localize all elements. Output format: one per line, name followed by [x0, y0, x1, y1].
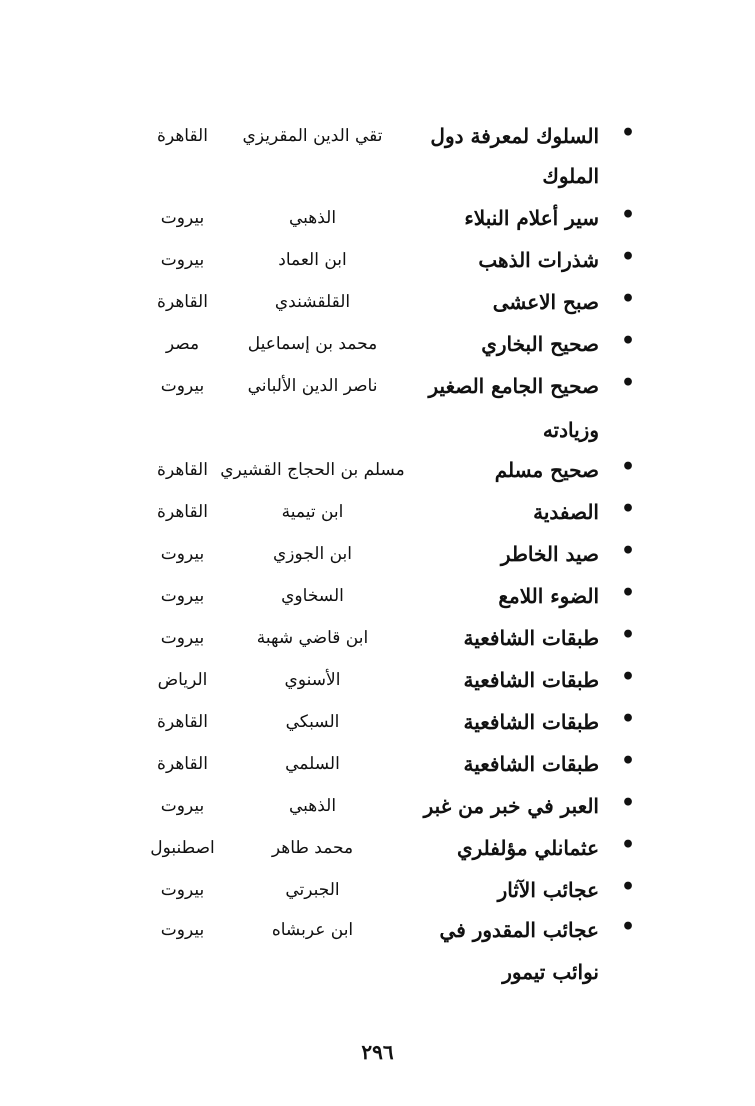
book-title: صحيح الجامع الصغير: [428, 374, 599, 398]
bullet: •: [620, 496, 635, 522]
book-title: عجائب المقدور في: [439, 918, 599, 942]
bullet: •: [620, 664, 635, 690]
publication-place: بيروت: [160, 208, 205, 228]
book-title: صحيح مسلم: [494, 458, 599, 482]
book-title: شذرات الذهب: [478, 248, 599, 272]
book-title: سير أعلام النبلاء: [464, 206, 599, 230]
book-title: الصفدية: [533, 500, 599, 524]
publication-place: اصطنبول: [150, 838, 215, 858]
publication-place: بيروت: [160, 376, 205, 396]
bullet: •: [620, 874, 635, 900]
bullet: •: [620, 120, 635, 146]
author-name: ابن عربشاه: [271, 920, 354, 940]
list-item: [0, 786, 755, 826]
book-title-continuation: وزيادته: [542, 418, 599, 442]
bullet: •: [620, 832, 635, 858]
publication-place: بيروت: [160, 544, 205, 564]
book-title: عجائب الآثار: [497, 878, 599, 902]
bullet: •: [620, 244, 635, 270]
author-name: ابن تيمية: [281, 502, 344, 522]
bullet: •: [620, 790, 635, 816]
bullet: •: [620, 328, 635, 354]
publication-place: القاهرة: [157, 712, 208, 732]
bullet: •: [620, 286, 635, 312]
author-name: السخاوي: [281, 586, 344, 606]
list-item: [0, 534, 755, 574]
author-name: السلمي: [285, 754, 340, 774]
book-title-continuation: نوائب تيمور: [502, 960, 599, 984]
list-item: [0, 324, 755, 364]
author-name: الذهبي: [288, 208, 337, 228]
publication-place: بيروت: [160, 920, 205, 940]
list-item: [0, 450, 755, 490]
list-item: [0, 198, 755, 238]
book-title: طبقات الشافعية: [463, 668, 599, 692]
publication-place: مصر: [165, 334, 200, 354]
list-item: [0, 702, 755, 742]
bullet: •: [620, 914, 635, 940]
bullet: •: [620, 538, 635, 564]
publication-place: الرياض: [157, 670, 208, 690]
list-item: [0, 744, 755, 784]
publication-place: القاهرة: [157, 460, 208, 480]
book-title: صيد الخاطر: [500, 542, 599, 566]
bullet: •: [620, 706, 635, 732]
publication-place: بيروت: [160, 880, 205, 900]
bullet: •: [620, 454, 635, 480]
list-item: [0, 366, 755, 406]
author-name: مسلم بن الحجاج القشيري: [220, 460, 405, 480]
book-title: عثمانلي مؤلفلري: [456, 836, 599, 860]
list-item: [0, 910, 755, 950]
author-name: ابن الجوزي: [273, 544, 352, 564]
list-item: [0, 870, 755, 910]
author-name: ناصر الدين الألباني: [247, 376, 378, 396]
publication-place: بيروت: [160, 586, 205, 606]
author-name: القلقشندي: [274, 292, 351, 312]
author-name: الجبرتي: [285, 880, 340, 900]
list-item: [0, 618, 755, 658]
author-name: السبكي: [285, 712, 340, 732]
list-item: [0, 660, 755, 700]
list-item: [0, 116, 755, 156]
publication-place: بيروت: [160, 796, 205, 816]
author-name: ابن العماد: [278, 250, 347, 270]
publication-place: القاهرة: [157, 126, 208, 146]
publication-place: بيروت: [160, 628, 205, 648]
book-title-continuation: الملوك: [542, 164, 599, 188]
book-title: طبقات الشافعية: [463, 626, 599, 650]
bullet: •: [620, 748, 635, 774]
book-title: طبقات الشافعية: [463, 710, 599, 734]
page-number: ٢٩٦: [361, 1040, 394, 1064]
book-title: العبر في خبر من غبر: [423, 794, 599, 818]
bullet: •: [620, 370, 635, 396]
author-name: محمد طاهر: [271, 838, 354, 858]
publication-place: القاهرة: [157, 754, 208, 774]
list-item: [0, 576, 755, 616]
author-name: محمد بن إسماعيل: [247, 334, 378, 354]
list-item: [0, 828, 755, 868]
book-title: طبقات الشافعية: [463, 752, 599, 776]
book-title: صحيح البخاري: [481, 332, 599, 356]
publication-place: بيروت: [160, 250, 205, 270]
bullet: •: [620, 622, 635, 648]
book-title: صبح الاعشى: [492, 290, 599, 314]
author-name: تقي الدين المقريزي: [242, 126, 383, 146]
publication-place: القاهرة: [157, 292, 208, 312]
bullet: •: [620, 202, 635, 228]
bullet: •: [620, 580, 635, 606]
list-item: [0, 240, 755, 280]
list-item: [0, 492, 755, 532]
book-title: السلوك لمعرفة دول: [430, 124, 599, 148]
list-item: [0, 282, 755, 322]
author-name: الأسنوي: [284, 670, 341, 690]
book-title: الضوء اللامع: [498, 584, 599, 608]
author-name: ابن قاضي شهبة: [256, 628, 369, 648]
author-name: الذهبي: [288, 796, 337, 816]
publication-place: القاهرة: [157, 502, 208, 522]
